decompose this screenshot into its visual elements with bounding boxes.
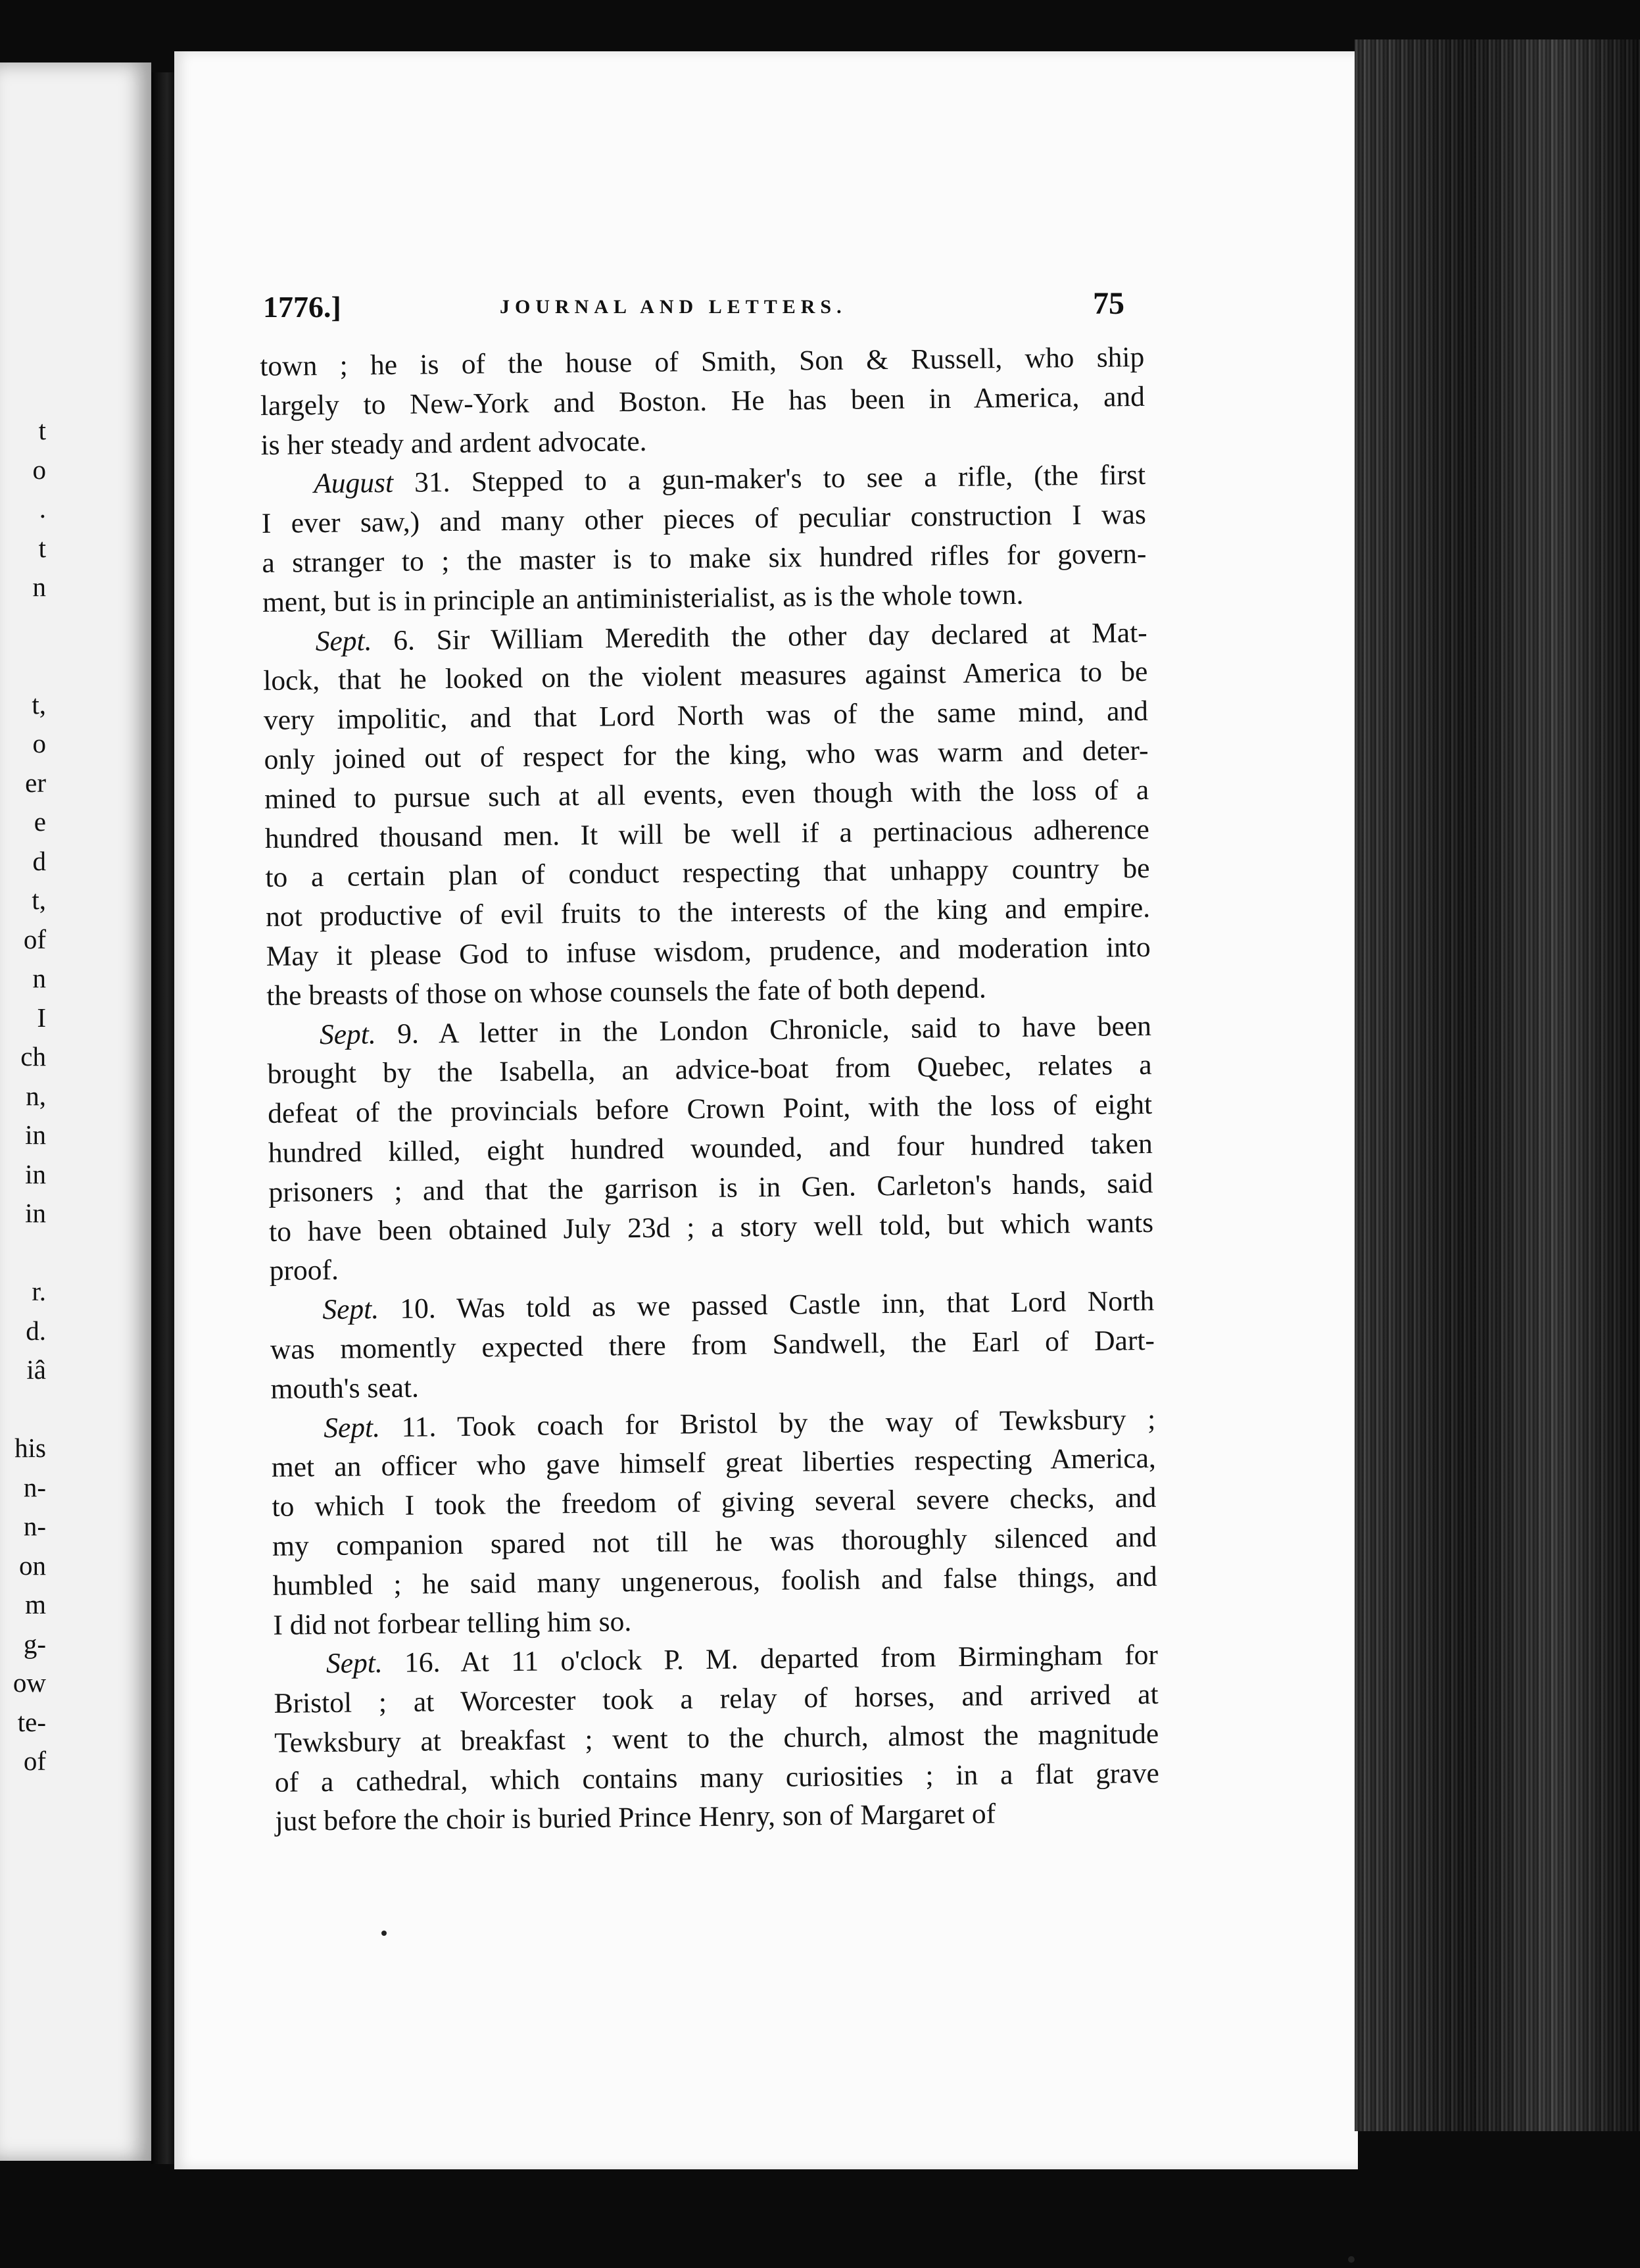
page-number: 75 (1093, 286, 1124, 321)
left-fragment: ch (20, 1041, 46, 1072)
left-fragment: t, (32, 689, 46, 720)
line-text: lock, that he looked on the violent measures against America to be (263, 656, 1148, 697)
line-text: to a certain plan of conduct respecting that unhappy country be (265, 852, 1150, 894)
paragraph (260, 338, 1146, 465)
entry-date: Sept. (323, 1411, 381, 1444)
left-fragment: n (32, 572, 46, 602)
entry-date: Sept. (315, 624, 372, 657)
left-page-text-fragments (0, 411, 46, 1781)
paragraph (271, 1400, 1158, 1645)
left-fragment: t (38, 532, 46, 563)
left-fragment: d. (26, 1315, 46, 1346)
left-fragment: n- (23, 1471, 46, 1502)
line-text: ment, but is in principle an antiministerialist, as is the whole town. (262, 578, 1024, 618)
line-text: is her steady and ardent advocate. (260, 425, 647, 461)
line-text: was momently expected there from Sandwell, the Earl of Dart- (270, 1324, 1155, 1366)
left-fragment: g- (23, 1628, 46, 1659)
entry-date: Sept. (322, 1293, 379, 1326)
left-fragment: n, (26, 1080, 46, 1111)
left-fragment (0, 1390, 46, 1429)
line-text: my companion spared not till he was thoroughly silenced and (272, 1521, 1157, 1562)
line-text: proof. (269, 1254, 339, 1287)
left-fragment: o (32, 454, 46, 485)
line-text: prisoners ; and that the garrison is in Gen. Carleton's hands, said (268, 1167, 1153, 1208)
line-text: 9. A letter in the London Chronicle, said to have been (375, 1010, 1152, 1050)
left-fragment: iâ (26, 1354, 46, 1385)
line-text: 10. Was told as we passed Castle inn, that Lord North (378, 1285, 1155, 1325)
left-facing-page (0, 62, 151, 2161)
left-fragment: his (14, 1433, 46, 1463)
header-year: 1776.] (263, 290, 341, 324)
left-fragment: of (23, 924, 46, 954)
line-text: May it please God to infuse wisdom, prudence, and moderation into (266, 931, 1151, 972)
line-text: 6. Sir William Meredith the other day declared at Mat- (372, 616, 1147, 656)
line-text: mined to pursue such at all events, even though with the loss of a (264, 774, 1149, 815)
line-text: largely to New-York and Boston. He has been in America, and (260, 380, 1146, 422)
left-fragment: d (32, 845, 46, 876)
left-fragment: n- (23, 1511, 46, 1541)
left-fragment: . (39, 493, 46, 524)
line-text: met an officer who gave himself great liberties respecting America, (271, 1442, 1157, 1484)
line-text: I ever saw,) and many other pieces of peculiar construction I was (261, 499, 1146, 540)
left-fragment (0, 1233, 46, 1273)
left-fragment (0, 607, 46, 647)
left-fragment: n (32, 963, 46, 993)
paragraph (270, 1282, 1155, 1409)
line-text: 11. Took coach for Bristol by the way of Tewksbury ; (379, 1403, 1156, 1443)
entry-date: Sept. (319, 1018, 376, 1050)
line-text: to have been obtained July 23d ; a story well told, but which wants (268, 1206, 1154, 1248)
line-text: brought by the Isabella, an advice-boat from Quebec, relates a (267, 1049, 1152, 1091)
left-fragment: r. (32, 1276, 46, 1306)
left-fragment: ow (12, 1667, 46, 1698)
line-text: not productive of evil fruits to the interests of the king and empire. (265, 892, 1151, 933)
left-fragment: e (34, 806, 46, 837)
line-text: to which I took the freedom of giving several severe checks, and (272, 1481, 1157, 1523)
left-fragment: te- (17, 1706, 46, 1737)
line-text: only joined out of respect for the king, who was warm and deter- (264, 734, 1149, 776)
running-header (263, 286, 1124, 335)
entry-date: August (313, 467, 394, 500)
left-fragment: on (19, 1550, 46, 1581)
paper-speck (381, 1931, 387, 1936)
paper-speck (1348, 2256, 1355, 2263)
left-fragment: er (25, 767, 46, 798)
line-text: Tewksbury at breakfast ; went to the church, almost the magnitude (274, 1717, 1159, 1759)
line-text: 31. Stepped to a gun-maker's to see a rifle, (the first (393, 459, 1146, 499)
paragraph (267, 1006, 1154, 1291)
book-gutter (151, 72, 178, 2164)
line-text: 16. At 11 o'clock P. M. departed from Birmingham for (382, 1639, 1159, 1679)
paragraph (274, 1636, 1160, 1842)
line-text: a stranger to ; the master is to make six hundred rifles for govern- (262, 537, 1147, 579)
book-page-edges (1355, 39, 1640, 2131)
left-fragment: t (38, 415, 46, 445)
paragraph (262, 613, 1151, 1016)
line-text: defeat of the provincials before Crown Point, with the loss of eight (267, 1088, 1153, 1130)
left-fragment: I (37, 1002, 46, 1033)
line-text: mouth's seat. (270, 1371, 420, 1405)
left-fragment: o (32, 728, 46, 758)
line-text: of a cathedral, which contains many curiosities ; in a flat grave (274, 1757, 1160, 1798)
left-fragment: m (25, 1589, 46, 1619)
header-title: JOURNAL AND LETTERS. (500, 296, 847, 318)
entry-date: Sept. (326, 1647, 383, 1680)
line-text: the breasts of those on whose counsels the fate of both depend. (266, 972, 986, 1012)
left-fragment (0, 646, 46, 685)
left-fragment: in (25, 1198, 46, 1228)
line-text: town ; he is of the house of Smith, Son & Russell, who ship (260, 341, 1145, 382)
line-text: I did not forbear telling him so. (273, 1605, 632, 1641)
line-text: hundred thousand men. It will be well if a pertinacious adherence (264, 813, 1149, 854)
paragraph (261, 456, 1147, 622)
left-fragment: t, (32, 885, 46, 915)
line-text: hundred killed, eight hundred wounded, and four hundred taken (268, 1127, 1153, 1169)
line-text: Bristol ; at Worcester took a relay of horses, and arrived at (274, 1678, 1159, 1719)
left-fragment: in (25, 1158, 46, 1189)
body-text (260, 338, 1160, 1842)
line-text: very impolitic, and that Lord North was of the same mind, and (263, 695, 1149, 737)
line-text: humbled ; he said many ungenerous, foolish and false things, and (272, 1560, 1157, 1602)
left-fragment: of (23, 1746, 46, 1776)
left-fragment: in (25, 1120, 46, 1150)
line-text: just before the choir is buried Prince Henry, son of Margaret of (275, 1798, 996, 1838)
